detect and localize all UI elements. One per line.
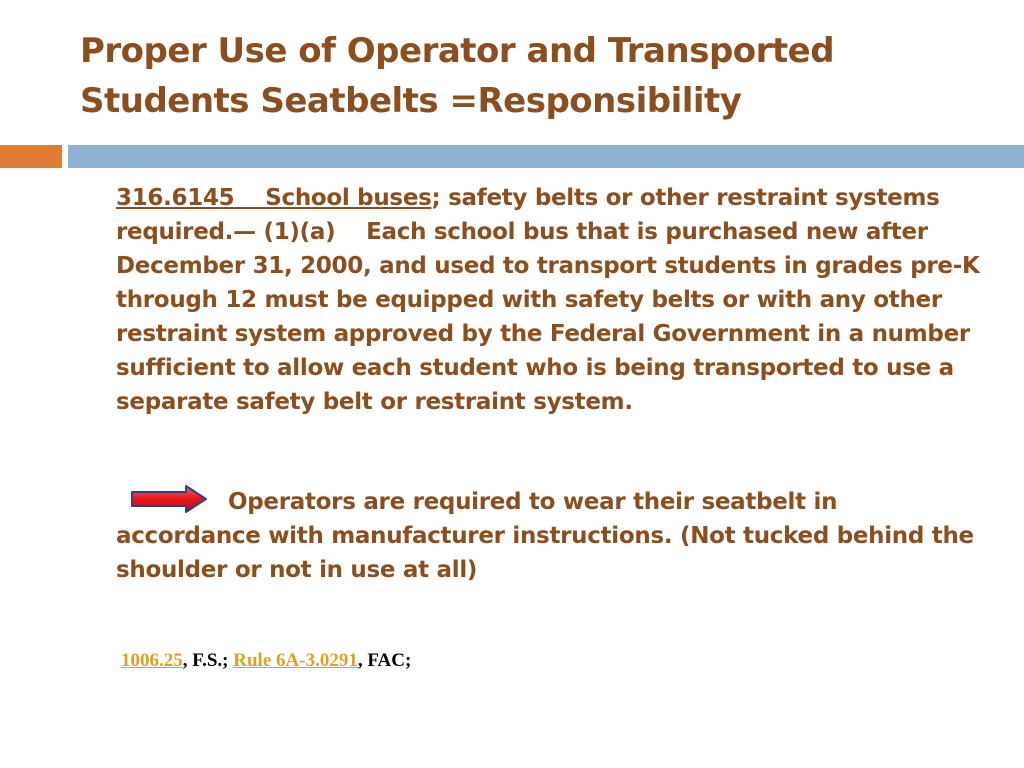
references-line bbox=[121, 650, 411, 672]
statute-link-1006-25[interactable]: 1006.25 bbox=[121, 650, 183, 671]
statute-gap bbox=[234, 185, 265, 211]
rule-link-6a-3-0291[interactable]: Rule 6A-3.0291 bbox=[233, 650, 358, 671]
right-arrow-icon bbox=[130, 485, 208, 513]
slide-body bbox=[116, 181, 986, 587]
operator-note-text: Operators are required to wear their seatbelt in accordance with manufacturer instructions. (Not tucked behind the shoulder or not in use at all) bbox=[116, 489, 974, 583]
slide-title-line1: Proper Use of Operator and Transported bbox=[80, 31, 835, 71]
statute-text: ; safety belts or other restraint systems required.— (1)(a) Each school bus that is purchased new after December 31, 2000, and used to transport students in grades pre-K through 12 must be equipped with safety belts or with any other restraint system approved by the Federal Government in a number sufficient to allow each student who is being transported to use a separate safety belt or restraint system. bbox=[116, 185, 980, 415]
accent-bar-blue bbox=[68, 145, 1024, 168]
slide-title-line2: Students Seatbelts =Responsibility bbox=[80, 81, 742, 121]
operator-note-paragraph bbox=[116, 485, 986, 587]
accent-bar-orange bbox=[0, 145, 62, 168]
statute-number: 316.6145 bbox=[116, 185, 235, 211]
references-sep-1: , F.S.; bbox=[182, 650, 234, 671]
slide-title bbox=[80, 26, 1010, 126]
statute-paragraph bbox=[116, 181, 986, 419]
statute-title: School buses bbox=[265, 185, 432, 211]
references-sep-2: , FAC; bbox=[357, 650, 412, 671]
